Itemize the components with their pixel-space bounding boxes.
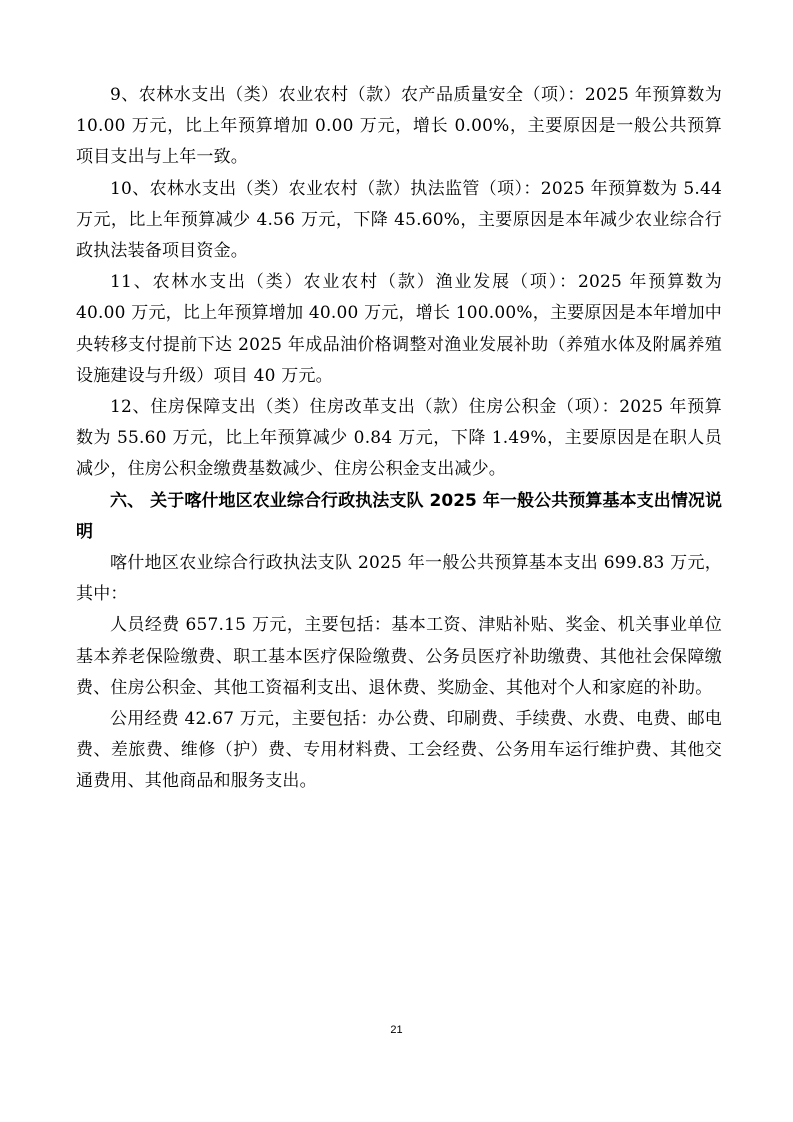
paragraph-item-10: 10、农林水支出（类）农业农村（款）执法监管（项）：2025 年预算数为 5.44 万元，比上年预算减少 4.56 万元，下降 45.60%，主要原因是本年减少农业综合行政执法装备项目资金。 [76,178,722,262]
document-page [76,80,722,798]
personnel-expenses-paragraph: 人员经费 657.15 万元，主要包括：基本工资、津贴补贴、奖金、机关事业单位基本养老保险缴费、职工基本医疗保险缴费、公务员医疗补助缴费、其他社会保障缴费、住房公积金、其他工资福利支出、退休费、奖励金、其他对个人和家庭的补助。 [76,615,722,698]
paragraph-item-11: 11、农林水支出（类）农业农村（款）渔业发展（项）：2025 年预算数为 40.00 万元，比上年预算增加 40.00 万元，增长 100.00%，主要原因是本年增加中央转移支付提前下达 2025 年成品油价格调整对渔业发展补助（养殖水体及附属养殖设施建设与升级）项目 40 万元。 [76,272,722,386]
paragraph-item-9: 9、农林水支出（类）农业农村（款）农产品质量安全（项）：2025 年预算数为 10.00 万元，比上年预算增加 0.00 万元，增长 0.00%，主要原因是一般公共预算项目支出与上年一致。 [76,85,722,168]
public-expenses-paragraph: 公用经费 42.67 万元，主要包括：办公费、印刷费、手续费、水费、电费、邮电费、差旅费、维修（护）费、专用材料费、工会经费、公务用车运行维护费、其他交通费用、其他商品和服务支出。 [76,709,722,792]
section-heading: 六、 关于喀什地区农业综合行政执法支队 2025 年一般公共预算基本支出情况说明 [76,490,722,542]
paragraph-item-12: 12、住房保障支出（类）住房改革支出（款）住房公积金（项）：2025 年预算数为 55.60 万元，比上年预算减少 0.84 万元，下降 1.49%，主要原因是在职人员减少，住房公积金缴费基数减少、住房公积金支出减少。 [76,397,722,480]
page-number: 21 [390,1024,403,1036]
basic-expenditure-summary: 喀什地区农业综合行政执法支队 2025 年一般公共预算基本支出 699.83 万元，其中： [76,553,722,605]
